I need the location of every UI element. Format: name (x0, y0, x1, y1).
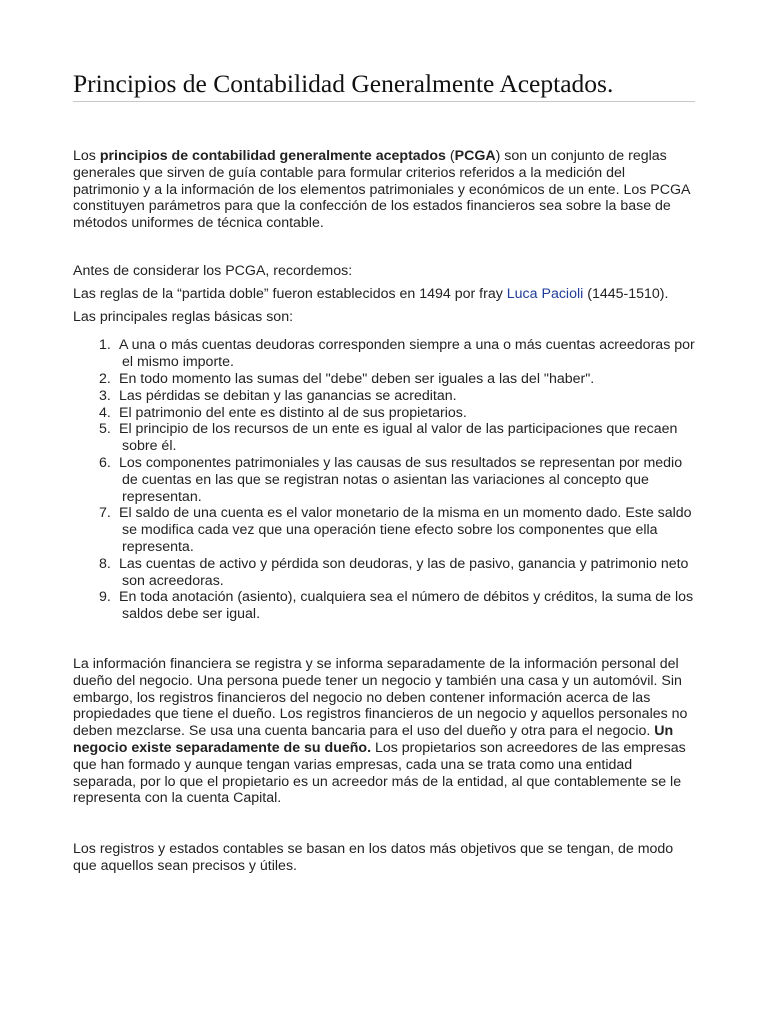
list-item (73, 505, 695, 555)
antes-paragraph: Antes de considerar los PCGA, recordemos: (73, 262, 353, 279)
list-item-number: 4. (99, 404, 111, 421)
list-item-number: 7. (99, 505, 111, 522)
intro-paragraph (73, 148, 695, 232)
reglas-text-start: Las reglas de la “partida doble” fueron establecidos en 1494 por fray (73, 285, 507, 302)
info-text-start: La información financiera se registra y se informa separadamente de la información personal del dueño del negocio. Una persona puede tener un negocio y también una casa y un automóvil. Sin embargo, los registros financieros del negocio no deben contener información acerca de las propiedades que tiene el dueño. Los registros financieros de un negocio y aquellos personales no deben mezclarse. Se usa una cuenta bancaria para el uso del dueño y otra para el negocio. (73, 655, 688, 740)
reglas-paragraph (73, 286, 695, 303)
list-item-text: Los componentes patrimoniales y las causas de sus resultados se representan por medio de cuentas en las que se registran notas o asientan las variaciones al concepto que representan. (119, 454, 683, 505)
list-item-number: 2. (99, 370, 111, 387)
intro-bold-term: principios de contabilidad generalmente aceptados (99, 148, 446, 164)
list-item-text: A una o más cuentas deudoras corresponden siempre a una o más cuentas acreedoras por el mismo importe. (119, 337, 695, 371)
list-item-text: En toda anotación (asiento), cualquiera sea el número de débitos y créditos, la suma de los saldos debe ser igual. (119, 589, 694, 623)
info-bold-statement: Un negocio existe separadamente de su dueño. (73, 723, 674, 756)
intro-bold-acronym: PCGA (454, 148, 496, 164)
luca-pacioli-link[interactable]: Luca Pacioli (506, 285, 584, 302)
list-item-text: El principio de los recursos de un ente es igual al valor de las participaciones que recaen sobre él. (119, 421, 678, 455)
list-item (73, 388, 695, 405)
list-item (73, 455, 695, 505)
list-item (73, 405, 695, 422)
document-title: Principios de Contabilidad Generalmente Aceptados. (73, 68, 695, 102)
list-item (73, 421, 695, 455)
document-page (73, 68, 695, 875)
list-item (73, 337, 695, 371)
list-item-number: 6. (99, 454, 111, 471)
info-text-end: Los propietarios son acreedores de las empresas que han formado y aunque tengan varias empresas, cada una se trata como una entidad separada, por lo que el propietario es un acreedor más de la entidad, al que contablemente se le representa con la cuenta Capital. (73, 739, 686, 807)
list-item (73, 556, 695, 590)
list-item-number: 5. (99, 421, 111, 438)
intro-text-end: ) son un conjunto de reglas generales que sirven de guía contable para formular criterios referidos a la medición del patrimonio y a la información de los elementos patrimoniales y económicos de un ente. Los PCGA constituyen parámetros para que la confección de los estados financieros sea sobre la base de métodos uniformes de técnica contable. (73, 148, 690, 232)
list-item-text: Las pérdidas se debitan y las ganancias se acreditan. (119, 387, 457, 404)
list-item-number: 3. (99, 387, 111, 404)
list-item-number: 9. (99, 589, 111, 606)
rules-list (73, 337, 695, 623)
list-item-text: El saldo de una cuenta es el valor monetario de la misma en un momento dado. Este saldo se modifica cada vez que una operación tiene efecto sobre los componentes que ella representa. (119, 505, 692, 555)
list-item-text: Las cuentas de activo y pérdida son deudoras, y las de pasivo, ganancia y patrimonio neto son acreedoras. (119, 555, 689, 589)
list-item-text: En todo momento las sumas del "debe" deben ser iguales a las del "haber". (119, 370, 595, 387)
principales-paragraph: Las principales reglas básicas son: (73, 308, 294, 325)
intro-text-mid: ( (445, 148, 455, 164)
list-item-text: El patrimonio del ente es distinto al de sus propietarios. (119, 404, 467, 421)
intro-text-start: Los (73, 148, 100, 164)
list-item-number: 1. (99, 337, 111, 354)
info-paragraph (73, 656, 695, 807)
list-item-number: 8. (99, 555, 111, 572)
list-item (73, 371, 695, 388)
document-body (73, 148, 695, 875)
list-item (73, 589, 695, 623)
registros-paragraph: Los registros y estados contables se basan en los datos más objetivos que se tengan, de modo que aquellos sean precisos y útiles. (73, 841, 674, 874)
reglas-text-end: (1445-1510). (583, 285, 669, 302)
